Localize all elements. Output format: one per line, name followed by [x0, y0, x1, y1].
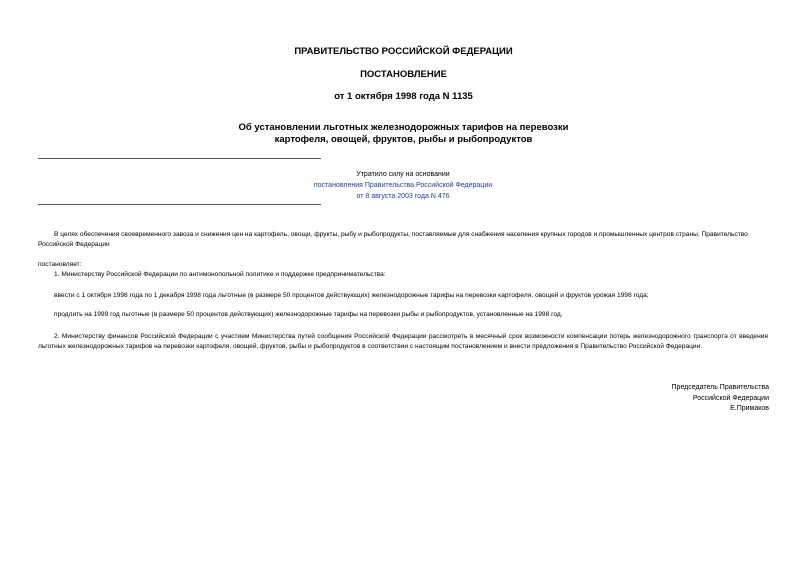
clause-1-item-a: ввести с 1 октября 1998 года по 1 декабря 1998 года льготные (в размере 50 процентов действующих) железнодорожные тарифы на перевозки картофеля, овощей и фруктов урожая 1998 года;: [54, 292, 649, 299]
signature-block: [672, 383, 769, 415]
status-note-text: Утратило силу на основании: [356, 171, 450, 178]
signature-title: Председатель Правительства: [671, 384, 769, 391]
signature-org: Российской Федерации: [692, 394, 769, 402]
authority-heading: ПРАВИТЕЛЬСТВО РОССИЙСКОЙ ФЕДЕРАЦИИ: [294, 46, 513, 57]
clause-1: 1. Министерству Российской Федерации по антимонопольной политике и поддержке предпринимательства:: [54, 271, 386, 278]
preamble-paragraph: В целях обеспечения своевременного завоза и снижения цен на картофель, овощи, фрукты, рыбу и рыбопродукты, поставляемые для снабжения населения крупных городов и промышленных центров страны, Правительство Российской Федерации: [38, 231, 748, 248]
repeal-decree-link[interactable]: постановления Правительства Российской Федерации: [313, 182, 493, 189]
resolves-word: постановляет:: [38, 261, 82, 268]
document-type-heading: ПОСТАНОВЛЕНИЕ: [360, 69, 447, 80]
status-note: [200, 169, 606, 202]
repeal-decree-date-link[interactable]: от 8 августа 2003 года N 476: [356, 193, 450, 200]
clause-2: 2. Министерству финансов Российской Федерации с участием Министерства путей сообщения Российской Федерации рассмотреть в месячный срок возможности компенсации потерь железнодорожного транспорта от введения льготных железнодорожных тарифов на перевозки картофеля, овощей, фруктов, рыбы и рыбопродуктов в соответствии с настоящим постановлением и внести предложения в Правительство Российской Федерации.: [38, 333, 768, 350]
clause-1-item-b: продлить на 1999 год льготные (в размере 50 процентов действующих) железнодорожные тарифы на перевозки рыбы и рыбопродуктов, установленные на 1998 год.: [54, 311, 563, 318]
divider-bottom: [38, 204, 321, 205]
title-line-1: Об установлении льготных железнодорожных тарифов на перевозки: [238, 122, 569, 133]
document-title: [0, 122, 807, 146]
divider-top: [38, 158, 321, 159]
signature-name: Е.Примаков: [730, 405, 769, 412]
title-line-2: картофеля, овощей, фруктов, рыбы и рыбопродуктов: [274, 134, 533, 145]
date-number-heading: от 1 октября 1998 года N 1135: [334, 91, 473, 102]
